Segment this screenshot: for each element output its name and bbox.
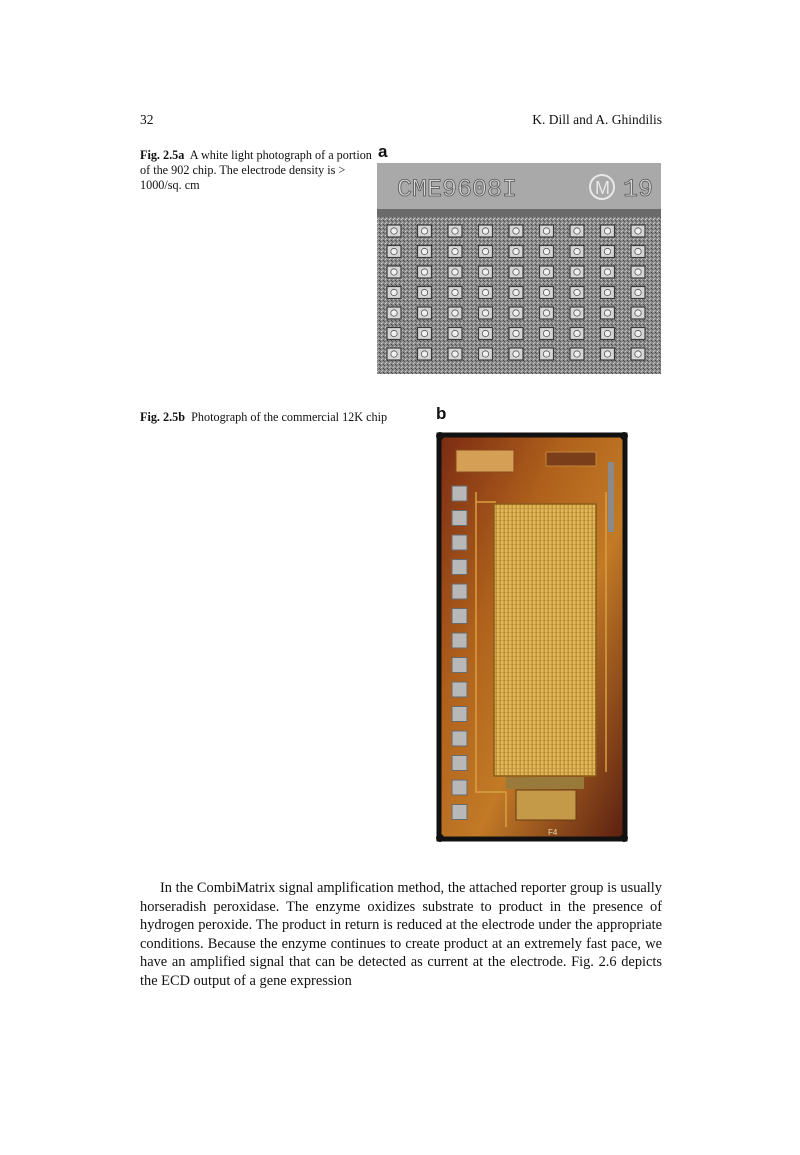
electrode-pad xyxy=(391,351,397,357)
electrode-pad xyxy=(513,351,519,357)
bond-pad xyxy=(452,560,467,575)
electrode-pad xyxy=(391,289,397,295)
chip-label-text: F4 xyxy=(548,828,558,837)
panel-letter-b: b xyxy=(436,404,447,423)
chip-marking-text: CME9608I xyxy=(397,175,518,204)
electrode-pad xyxy=(604,330,610,336)
electrode-pad xyxy=(452,248,458,254)
electrode-pad xyxy=(574,248,580,254)
electrode-pad xyxy=(635,351,641,357)
electrode-array xyxy=(494,504,596,776)
electrode-pad xyxy=(543,228,549,234)
bond-pad xyxy=(452,682,467,697)
bond-pad xyxy=(452,780,467,795)
chip-number-text: 19 xyxy=(623,175,654,204)
electrode-pad xyxy=(452,351,458,357)
electrode-pad xyxy=(421,330,427,336)
electrode-array xyxy=(387,225,645,360)
bond-pad xyxy=(452,756,467,771)
electrode-pad xyxy=(543,289,549,295)
figure-2-5b-12k-chip-photo xyxy=(436,432,628,842)
electrode-pad xyxy=(421,351,427,357)
panel-letter-a: a xyxy=(378,142,388,161)
electrode-pad xyxy=(482,248,488,254)
running-head-authors: K. Dill and A. Ghindilis xyxy=(532,112,662,127)
electrode-pad xyxy=(543,248,549,254)
electrode-pad xyxy=(574,269,580,275)
figure-2-5b-caption xyxy=(140,410,430,425)
electrode-pad xyxy=(482,310,488,316)
electrode-pad xyxy=(635,330,641,336)
electrode-pad xyxy=(452,330,458,336)
electrode-pad xyxy=(574,289,580,295)
bond-pad xyxy=(452,535,467,550)
io-strip xyxy=(608,462,614,532)
bond-pad xyxy=(452,707,467,722)
bond-pad xyxy=(452,731,467,746)
decoder-block xyxy=(516,790,576,820)
electrode-pad xyxy=(574,310,580,316)
electrode-pad xyxy=(635,310,641,316)
bond-pad xyxy=(452,609,467,624)
electrode-pad xyxy=(604,269,610,275)
electrode-pad xyxy=(635,269,641,275)
electrode-pad xyxy=(513,330,519,336)
electrode-pad xyxy=(574,351,580,357)
electrode-pad xyxy=(421,269,427,275)
electrode-pad xyxy=(574,330,580,336)
electrode-pad xyxy=(421,248,427,254)
electrode-pad xyxy=(421,289,427,295)
electrode-pad xyxy=(391,248,397,254)
electrode-pad xyxy=(391,310,397,316)
electrode-pad xyxy=(513,269,519,275)
figure-2-5a-caption xyxy=(140,148,372,193)
control-circuit-block xyxy=(456,450,514,472)
electrode-pad xyxy=(482,269,488,275)
electrode-pad xyxy=(452,289,458,295)
electrode-pad xyxy=(482,351,488,357)
caption-text: Photograph of the commercial 12K chip xyxy=(191,410,388,424)
electrode-pad xyxy=(482,289,488,295)
bond-pad xyxy=(452,584,467,599)
body-paragraph xyxy=(140,879,662,991)
electrode-pad xyxy=(635,289,641,295)
page-number: 32 xyxy=(140,112,154,127)
caption-label: Fig. 2.5a xyxy=(140,148,185,162)
electrode-pad xyxy=(513,289,519,295)
electrode-pad xyxy=(604,228,610,234)
electrode-pad xyxy=(604,248,610,254)
electrode-pad xyxy=(421,310,427,316)
electrode-pad xyxy=(574,228,580,234)
electrode-pad xyxy=(513,310,519,316)
bond-pad xyxy=(452,633,467,648)
logic-block xyxy=(546,452,596,466)
electrode-pad xyxy=(604,351,610,357)
electrode-pad xyxy=(421,228,427,234)
bond-pad xyxy=(452,805,467,820)
electrode-pad xyxy=(482,330,488,336)
electrode-pad xyxy=(604,310,610,316)
electrode-pad xyxy=(391,228,397,234)
electrode-pad xyxy=(513,248,519,254)
electrode-pad xyxy=(482,228,488,234)
bond-pad xyxy=(452,658,467,673)
electrode-pad xyxy=(543,269,549,275)
electrode-pad xyxy=(391,330,397,336)
bond-pad xyxy=(452,511,467,526)
running-header xyxy=(140,112,662,130)
electrode-pad xyxy=(391,269,397,275)
caption-text: A white light photograph of a portion of the 902 chip. The electrode density is > 1000/sq. cm xyxy=(140,148,372,192)
caption-label: Fig. 2.5b xyxy=(140,410,186,424)
paragraph-text: In the CombiMatrix signal amplification method, the attached reporter group is usually horseradish peroxidase. The enzyme oxidizes substrate to product in the presence of hydrogen peroxide. The product in return is reduced at the electrode under the appropriate conditions. Because the enzyme continues to create product at an extremely fast pace, we have an amplified signal that can be detected as current at the electrode. Fig. 2.6 depicts the ECD output of a gene expression xyxy=(140,880,662,989)
electrode-pad xyxy=(513,228,519,234)
electrode-pad xyxy=(452,310,458,316)
electrode-pad xyxy=(543,351,549,357)
electrode-pad xyxy=(452,269,458,275)
electrode-pad xyxy=(635,248,641,254)
electrode-pad xyxy=(543,330,549,336)
svg-text:M: M xyxy=(595,178,610,198)
electrode-pad xyxy=(635,228,641,234)
electrode-pad xyxy=(452,228,458,234)
electrode-pad xyxy=(543,310,549,316)
figure-2-5a-chip-photo xyxy=(377,163,661,374)
bond-pad xyxy=(452,486,467,501)
electrode-pad xyxy=(604,289,610,295)
